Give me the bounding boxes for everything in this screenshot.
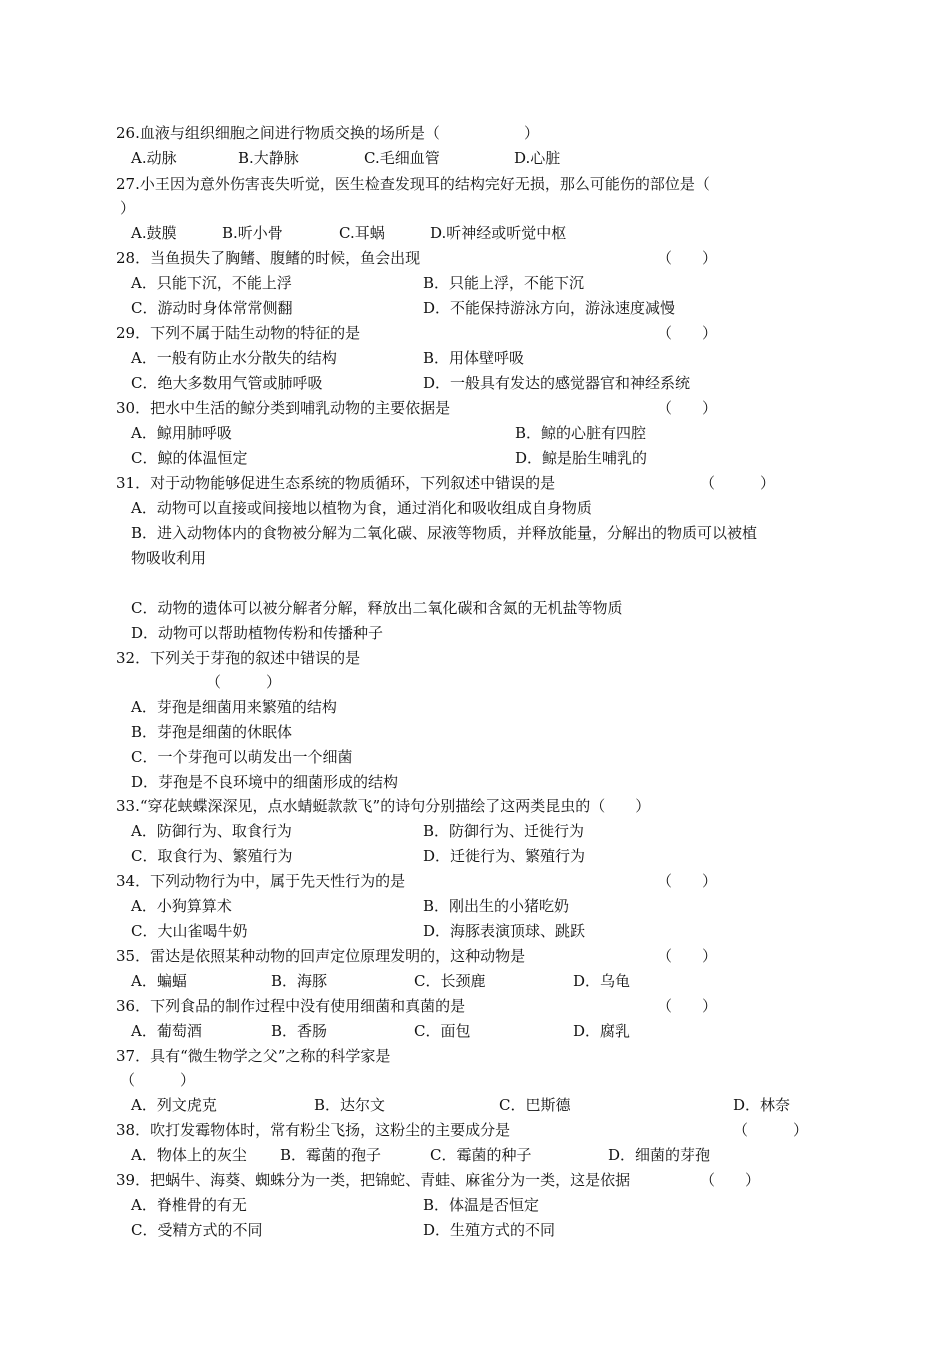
question-38-option-a: A．物体上的灰尘 (131, 1146, 247, 1164)
question-34-option-a: A．小狗算算术 (131, 897, 232, 915)
question-35-option-d: D．乌龟 (573, 972, 631, 990)
question-38-option-d: D．细菌的芽孢 (608, 1146, 711, 1164)
question-30-stem: 30．把水中生活的鲸分类到哺乳动物的主要依据是 (116, 399, 451, 417)
question-26-option-a: A.动脉 (131, 149, 177, 167)
question-28-option-c: C．游动时身体常常侧翻 (131, 299, 293, 317)
question-39-option-c: C．受精方式的不同 (131, 1221, 263, 1239)
question-37-option-b: B．达尔文 (314, 1096, 386, 1114)
question-31-option-b-continued: 物吸收利用 (131, 549, 207, 567)
question-39-paren: （ ） (700, 1171, 761, 1189)
question-27-paren: ） (120, 199, 136, 217)
question-28-option-b: B．只能上浮，不能下沉 (423, 274, 585, 292)
question-26-option-d: D.心脏 (514, 149, 561, 167)
question-33-option-d: D．迁徙行为、繁殖行为 (423, 847, 586, 865)
question-27-option-c: C.耳蜗 (339, 224, 385, 242)
question-26-stem: 26.血液与组织细胞之间进行物质交换的场所是（ (116, 124, 440, 142)
question-30-option-d: D．鲸是胎生哺乳的 (515, 449, 648, 467)
question-37-option-a: A．列文虎克 (131, 1096, 217, 1114)
question-28-option-d: D．不能保持游泳方向，游泳速度减慢 (423, 299, 676, 317)
question-26-option-b: B.大静脉 (238, 149, 299, 167)
question-29-paren: （ ） (657, 324, 718, 342)
question-38-option-c: C．霉菌的种子 (430, 1146, 532, 1164)
question-36-stem: 36．下列食品的制作过程中没有使用细菌和真菌的是 (116, 997, 466, 1015)
question-33-option-c: C．取食行为、繁殖行为 (131, 847, 293, 865)
question-35-paren: （ ） (657, 947, 718, 965)
question-27-option-b: B.听小骨 (222, 224, 283, 242)
question-30-option-b: B．鲸的心脏有四腔 (515, 424, 647, 442)
question-30-paren: （ ） (657, 399, 718, 417)
question-36-option-a: A．葡萄酒 (131, 1022, 202, 1040)
question-29-option-a: A．一般有防止水分散失的结构 (131, 349, 337, 367)
question-32-option-a: A．芽孢是细菌用来繁殖的结构 (131, 698, 337, 716)
question-34-stem: 34．下列动物行为中，属于先天性行为的是 (116, 872, 406, 890)
question-38-option-b: B．霉菌的孢子 (280, 1146, 382, 1164)
question-27-option-d: D.听神经或听觉中枢 (430, 224, 567, 242)
question-34-paren: （ ） (657, 872, 718, 890)
question-36-paren: （ ） (657, 997, 718, 1015)
question-34-option-b: B．刚出生的小猪吃奶 (423, 897, 570, 915)
question-28-paren: （ ） (657, 249, 718, 267)
question-29-option-d: D．一般具有发达的感觉器官和神经系统 (423, 374, 691, 392)
question-33-option-a: A．防御行为、取食行为 (131, 822, 292, 840)
question-32-paren: （ ） (206, 673, 282, 691)
question-32-option-b: B．芽孢是细菌的休眠体 (131, 723, 293, 741)
question-31-option-a: A．动物可以直接或间接地以植物为食，通过消化和吸收组成自身物质 (131, 499, 592, 517)
question-34-option-d: D．海豚表演顶球、跳跃 (423, 922, 586, 940)
question-30-option-a: A．鲸用肺呼吸 (131, 424, 232, 442)
question-35-option-b: B．海豚 (271, 972, 328, 990)
question-36-option-d: D．腐乳 (573, 1022, 631, 1040)
question-32-stem: 32．下列关于芽孢的叙述中错误的是 (116, 649, 361, 667)
question-37-stem: 37．具有“微生物学之父”之称的科学家是 (116, 1047, 391, 1065)
question-35-stem: 35．雷达是依照某种动物的回声定位原理发明的，这种动物是 (116, 947, 526, 965)
question-31-option-d: D．动物可以帮助植物传粉和传播种子 (131, 624, 384, 642)
question-39-option-b: B．体温是否恒定 (423, 1196, 540, 1214)
question-31-option-c: C．动物的遗体可以被分解者分解，释放出二氧化碳和含氮的无机盐等物质 (131, 599, 623, 617)
question-27-stem: 27.小王因为意外伤害丧失听觉，医生检查发现耳的结构完好无损，那么可能伤的部位是（ (116, 175, 710, 193)
question-35-option-c: C．长颈鹿 (414, 972, 486, 990)
question-28-stem: 28．当鱼损失了胸鳍、腹鳍的时候，鱼会出现 (116, 249, 421, 267)
question-32-option-d: D．芽孢是不良环境中的细菌形成的结构 (131, 773, 399, 791)
question-34-option-c: C．大山雀喝牛奶 (131, 922, 248, 940)
question-32-option-c: C．一个芽孢可以萌发出一个细菌 (131, 748, 353, 766)
question-35-option-a: A．蝙蝠 (131, 972, 187, 990)
question-31-option-b: B．进入动物体内的食物被分解为二氧化碳、尿液等物质，并释放能量，分解出的物质可以被植 (131, 524, 758, 542)
question-39-option-d: D．生殖方式的不同 (423, 1221, 556, 1239)
question-36-option-b: B．香肠 (271, 1022, 328, 1040)
question-37-paren: （ ） (120, 1071, 196, 1089)
question-31-stem: 31．对于动物能够促进生态系统的物质循环，下列叙述中错误的是 (116, 474, 556, 492)
question-37-option-c: C．巴斯德 (499, 1096, 571, 1114)
question-30-option-c: C．鲸的体温恒定 (131, 449, 248, 467)
question-39-stem: 39．把蜗牛、海葵、蜘蛛分为一类，把锦蛇、青蛙、麻雀分为一类，这是依据 (116, 1171, 631, 1189)
question-31-paren: （ ） (700, 474, 776, 492)
question-26-paren: ） (524, 124, 540, 142)
question-37-option-d: D．林奈 (733, 1096, 791, 1114)
question-29-stem: 29．下列不属于陆生动物的特征的是 (116, 324, 361, 342)
question-33-stem: 33.“穿花蛱蝶深深见，点水蜻蜓款款飞”的诗句分别描绘了这两类昆虫的（ ） (116, 797, 651, 815)
question-33-option-b: B．防御行为、迁徙行为 (423, 822, 585, 840)
question-38-stem: 38．吹打发霉物体时，常有粉尘飞扬，这粉尘的主要成分是 (116, 1121, 511, 1139)
question-29-option-b: B．用体壁呼吸 (423, 349, 525, 367)
question-29-option-c: C．绝大多数用气管或肺呼吸 (131, 374, 323, 392)
question-38-paren: （ ） (733, 1121, 809, 1139)
question-26-option-c: C.毛细血管 (364, 149, 440, 167)
question-36-option-c: C．面包 (414, 1022, 471, 1040)
question-39-option-a: A．脊椎骨的有无 (131, 1196, 247, 1214)
question-28-option-a: A．只能下沉，不能上浮 (131, 274, 292, 292)
question-27-option-a: A.鼓膜 (131, 224, 177, 242)
